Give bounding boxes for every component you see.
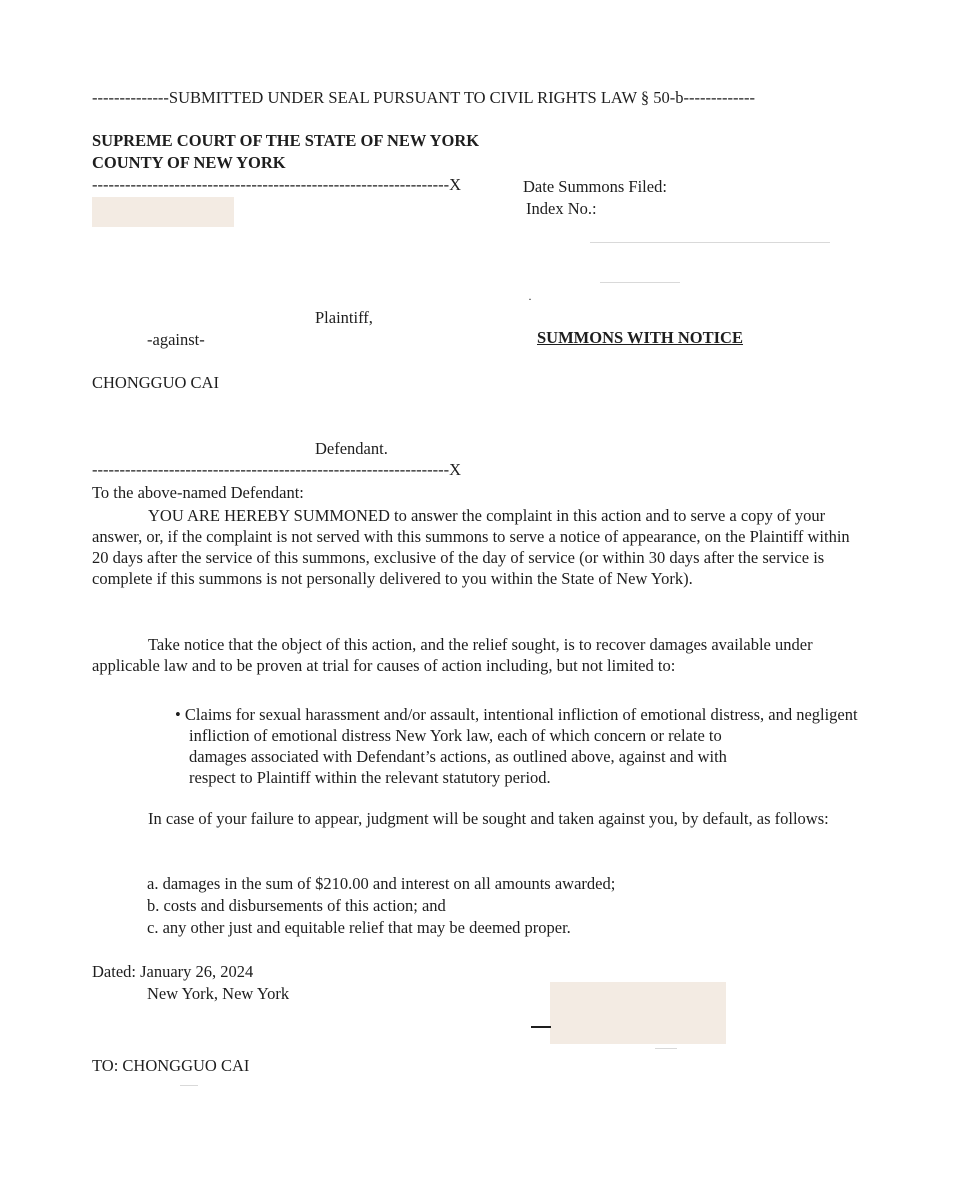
- date-summons-filed-label: Date Summons Filed:: [523, 177, 667, 196]
- bullet-line: • Claims for sexual harassment and/or assault, intentional infliction of emotional distress, and negligent: [175, 705, 858, 724]
- document-title: SUMMONS WITH NOTICE: [537, 328, 743, 347]
- bullet-line: infliction of emotional distress New York law, each of which concern or relate to: [189, 726, 722, 745]
- signature-redaction: [550, 982, 726, 1044]
- claims-bullet: [175, 704, 945, 788]
- signature-location: New York, New York: [147, 984, 290, 1003]
- bullet-line: damages associated with Defendant’s actions, as outlined above, against and with: [189, 747, 727, 766]
- bullet-line: respect to Plaintiff within the relevant statutory period.: [189, 768, 551, 787]
- relief-item: c. any other just and equitable relief that may be deemed proper.: [147, 918, 571, 937]
- notice-paragraph: Take notice that the object of this action, and the relief sought, is to recover damages available under applicable law and to be proven at trial for causes of action including, but not limited to:: [92, 635, 813, 675]
- defendant-name: CHONGGUO CAI: [92, 373, 219, 392]
- county-name: COUNTY OF NEW YORK: [92, 153, 286, 172]
- index-no-label: Index No.:: [526, 199, 597, 218]
- seal-banner: --------------SUBMITTED UNDER SEAL PURSUANT TO CIVIL RIGHTS LAW § 50-b-------------: [92, 88, 755, 107]
- summons-paragraph: YOU ARE HEREBY SUMMONED to answer the complaint in this action and to serve a copy of your answer, or, if the complaint is not served with this summons to serve a notice of appearance, on the Plaintiff within 20 days after the service of this summons, exclusive of the day of service (or within 30 days after the service is complete if this summons is not personally delivered to you within the State of New York).: [92, 506, 850, 588]
- caption-top-rule: -----------------------------------------------------------------X: [92, 175, 462, 194]
- relief-item: b. costs and disbursements of this action; and: [147, 896, 446, 915]
- signature-rule: [531, 1026, 551, 1028]
- to-line: TO: CHONGGUO CAI: [92, 1056, 250, 1075]
- court-name: SUPREME COURT OF THE STATE OF NEW YORK: [92, 131, 480, 150]
- caption-bottom-rule: -----------------------------------------------------------------X: [92, 460, 462, 479]
- salutation: To the above-named Defendant:: [92, 483, 304, 502]
- relief-item: a. damages in the sum of $210.00 and interest on all amounts awarded;: [147, 874, 616, 893]
- scan-dot: ·: [528, 292, 532, 306]
- plaintiff-name-redaction: [92, 197, 234, 227]
- against-label: -against-: [147, 330, 205, 349]
- scan-artifact: [600, 282, 680, 283]
- dated-line: Dated: January 26, 2024: [92, 962, 254, 981]
- scan-artifact: [655, 1048, 677, 1049]
- plaintiff-label: Plaintiff,: [315, 308, 373, 327]
- scan-artifact: [180, 1085, 198, 1086]
- default-paragraph: In case of your failure to appear, judgment will be sought and taken against you, by default, as follows:: [148, 809, 829, 828]
- scan-artifact: [590, 242, 830, 243]
- defendant-label: Defendant.: [315, 439, 388, 458]
